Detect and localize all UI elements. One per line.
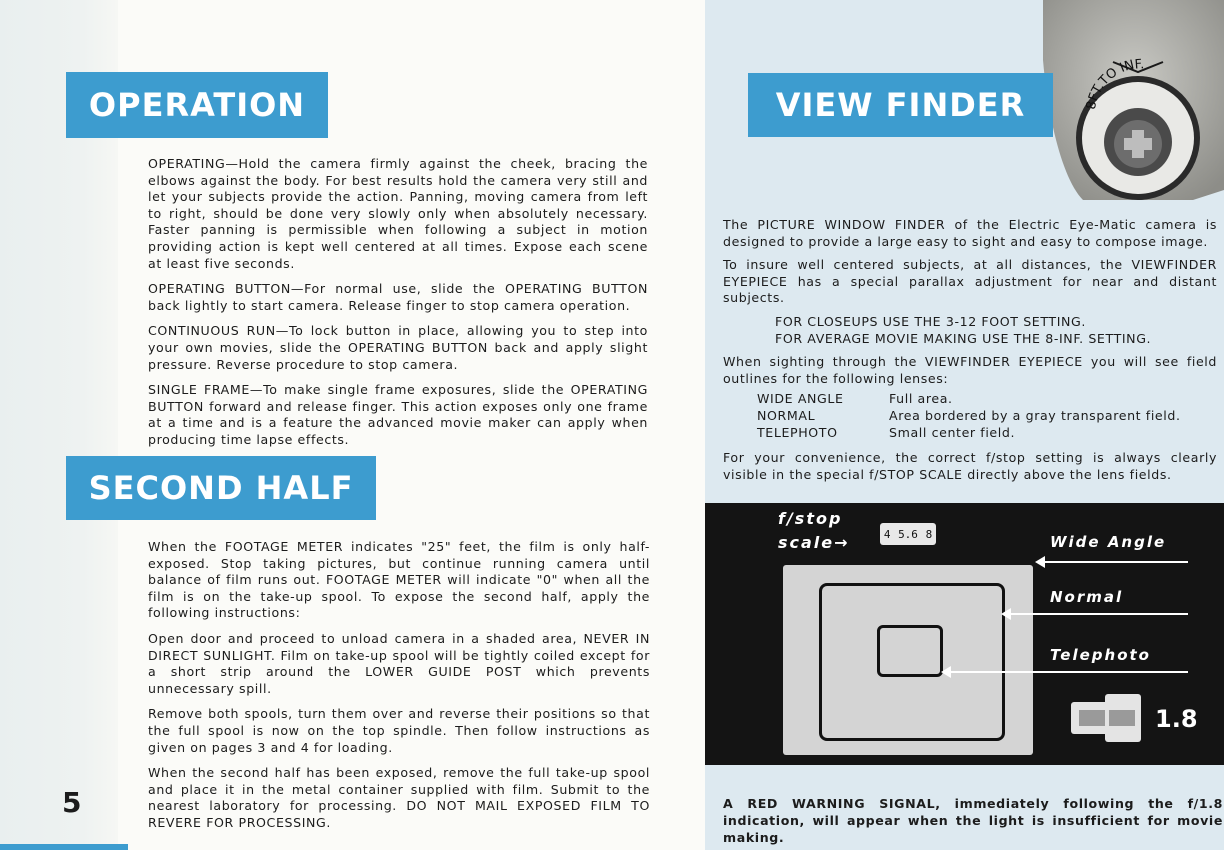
second-half-text — [148, 539, 650, 841]
setting-closeups: FOR CLOSEUPS USE THE 3-12 FOOT SETTING. — [775, 313, 1087, 329]
lens-field: Area bordered by a gray transparent field. — [889, 407, 1181, 423]
scale-value: 8 — [925, 527, 933, 541]
camera-viewfinder-photo — [1043, 0, 1224, 200]
lens-name: NORMAL — [757, 407, 816, 423]
viewfinder-text — [723, 217, 1217, 490]
paragraph-convenience: For your convenience, the correct f/stop setting is always clearly visible in the special f/STOP SCALE directly above the lens fields. — [723, 450, 1217, 482]
paragraph-sighting: When sighting through the VIEWFINDER EYEPIECE you will see field outlines for the following lenses: — [723, 354, 1217, 386]
bottom-blue-bar — [0, 844, 128, 850]
telephoto-pointer-line — [950, 671, 1188, 673]
arrow-left-icon — [1035, 556, 1045, 568]
setting-average: FOR AVERAGE MOVIE MAKING USE THE 8-INF. SETTING. — [775, 330, 1152, 346]
fstop-scale-box — [880, 523, 936, 545]
red-warning-signal-text: A RED WARNING SIGNAL, immediately following the f/1.8 indication, will appear when the light is insufficient for movie making. — [723, 796, 1223, 845]
lens-row — [757, 408, 1181, 425]
scale-value: 4 — [883, 527, 891, 541]
page-number: 5 — [62, 786, 82, 819]
viewfinder-field-diagram — [705, 503, 1224, 765]
normal-pointer-line — [1010, 613, 1188, 615]
lens-field: Full area. — [889, 391, 953, 407]
second-half-heading: SECOND HALF — [66, 456, 376, 520]
view-finder-heading: VIEW FINDER — [748, 73, 1053, 137]
operation-text — [148, 156, 648, 458]
operation-heading: OPERATION — [66, 72, 328, 138]
dial-marking-text: 8FT.TO INF. — [1083, 57, 1145, 111]
right-page — [705, 0, 1224, 850]
wide-angle-label: Wide Angle — [1050, 533, 1167, 551]
paragraph-single-frame: SINGLE FRAME—To make single frame exposures, slide the OPERATING BUTTON forward and release finger. This action exposes only one frame at a time and is a feature the advanced movie maker can apply when producing time lapse effects. — [148, 382, 648, 447]
lens-row — [757, 425, 1181, 442]
paragraph-picture-window: The PICTURE WINDOW FINDER of the Electric Eye-Matic camera is designed to provide a large easy to sight and easy to compose image. — [723, 217, 1217, 249]
lens-name: TELEPHOTO — [757, 424, 838, 440]
paragraph-continuous-run: CONTINUOUS RUN—To lock button in place, allowing you to step into your own movies, slide the OPERATING BUTTON back and apply slight pressure. Reverse procedure to stop camera. — [148, 323, 648, 372]
lens-row — [757, 391, 1181, 408]
lens-name: WIDE ANGLE — [757, 391, 844, 407]
paragraph-footage-meter: When the FOOTAGE METER indicates "25" feet, the film is only half-exposed. Stop taking pictures, but continue running camera until balance of film runs out. FOOTAGE METER will indicate "0" when all the film is on the take-up spool. To expose the second half, apply the following instructions: — [148, 539, 650, 621]
lens-field: Small center field. — [889, 424, 1016, 440]
paragraph-unload: Open door and proceed to unload camera in a shaded area, NEVER IN DIRECT SUNLIGHT. Film on take-up spool will be tightly coiled except for a short strip around the LOWER GUIDE POST which prevents unnecessary spill. — [148, 630, 650, 696]
paragraph-spools: Remove both spools, turn them over and reverse their positions so that the full spool is now on the top spindle. Then follow instructions as given on pages 3 and 4 for loading. — [148, 706, 650, 755]
telephoto-field — [877, 625, 943, 677]
telephoto-label: Telephoto — [1050, 646, 1151, 664]
paragraph-operating: OPERATING—Hold the camera firmly against the cheek, bracing the elbows against the body. For best results hold the camera very still and let your subjects provide the action. Panning, moving camera from left to right, should be done very slowly only when absolutely necessary. Faster panning is permissible when following a subject in motion providing action is kept well centered at all times. Expose each scene at least five seconds. — [148, 156, 648, 271]
scale-label: scale→ — [778, 533, 850, 552]
wide-angle-pointer-line — [1043, 561, 1188, 563]
paragraph-operating-button: OPERATING BUTTON—For normal use, slide the OPERATING BUTTON back lightly to start camera. Release finger to stop camera operation. — [148, 281, 648, 313]
lens-aperture-value: 1.8 — [1155, 705, 1198, 733]
paragraph-parallax: To insure well centered subjects, at all distances, the VIEWFINDER EYEPIECE has a special parallax adjustment for near and distant subjects. — [723, 257, 1217, 306]
arrow-left-icon — [941, 666, 951, 678]
lens-field-table — [757, 391, 1181, 441]
scale-value: 5.6 — [898, 527, 918, 541]
paragraph-processing: When the second half has been exposed, remove the full take-up spool and place it in the metal container supplied with film. Submit to the nearest laboratory for processing. DO NOT MAIL EXPOSED FILM TO REVERE FOR PROCESSING. — [148, 765, 650, 830]
eyepiece-cross-h — [1124, 138, 1152, 150]
normal-label: Normal — [1050, 588, 1124, 606]
arrow-left-icon — [1001, 608, 1011, 620]
fstop-label: f/stop — [778, 509, 843, 528]
